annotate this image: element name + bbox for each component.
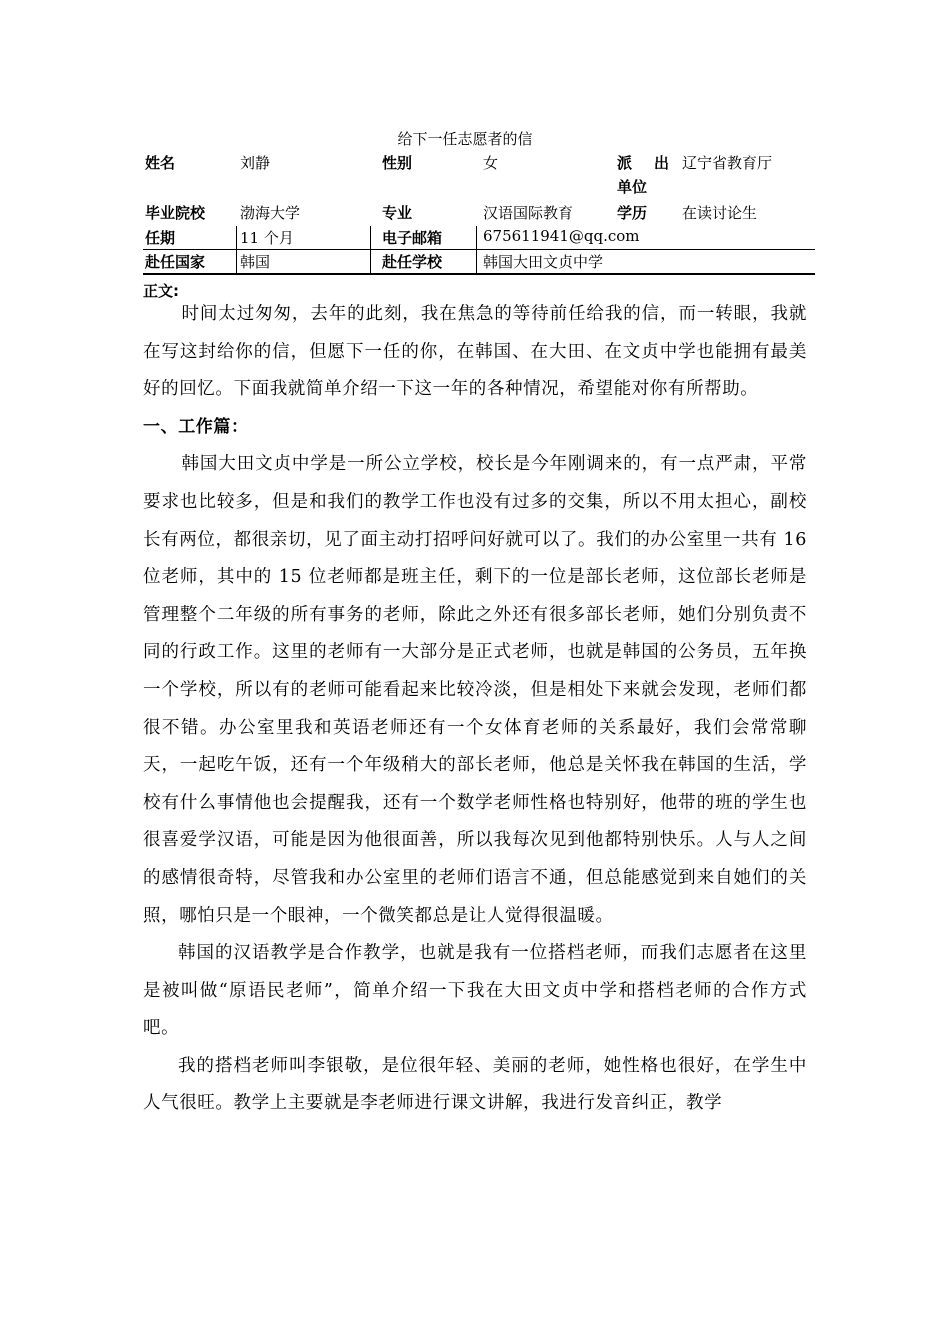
degree-value: 在读讨论生 <box>682 204 758 222</box>
school-label: 毕业院校 <box>145 204 206 222</box>
school-value: 渤海大学 <box>240 204 301 222</box>
letter-body <box>143 296 807 1123</box>
table-divider <box>236 226 237 274</box>
dispatch-label: 派 出单位 <box>617 154 669 196</box>
name-label: 姓名 <box>145 154 176 172</box>
country-value: 韩国 <box>240 253 271 271</box>
letter-title: 给下一任志愿者的信 <box>397 130 533 148</box>
degree-label: 学历 <box>617 204 648 222</box>
paragraph-work-1: 韩国大田文贞中学是一所公立学校，校长是今年刚调来的，有一点严肃，平常要求也比较多，但是和我们的教学工作也没有过多的交集，所以不用太担心，副校长有两位，都很亲切，见了面主动打招呼问好就可以了。我们的办公室里一共有 16 位老师，其中的 15 位老师都是班主任，剩下的一位是部长老师，这位部长老师是管理整个二年级的所有事务的老师，除此之外还有很多部长老师，她们分别负责不同的行政工作。这里的老师有一大部分是正式老师，也就是韩国的公务员，五年换一个学校，所以有的老师可能看起来比较冷淡，但是相处下来就会发现，老师们都很不错。办公室里我和英语老师还有一个女体育老师的关系最好，我们会常常聊天，一起吃午饭，还有一个年级稍大的部长老师，他总是关怀我在韩国的生活，学校有什么事情他也会提醒我，还有一个数学老师性格也特别好，他带的班的学生也很喜爱学汉语，可能是因为他很面善，所以我每次见到他都特别快乐。人与人之间的感情很奇特，尽管我和办公室里的老师们语言不通，但总能感觉到来自她们的关照，哪怕只是一个眼神，一个微笑都总是让人觉得很温暖。 <box>143 454 807 926</box>
body-label: 正文: <box>143 282 179 300</box>
paragraph-work-3: 我的搭档老师叫李银敬，是位很年轻、美丽的老师，她性格也很好，在学生中人气很旺。教学上主要就是李老师进行课文讲解，我进行发音纠正，教学 <box>143 1055 807 1114</box>
term-value: 11 个月 <box>240 229 294 247</box>
post-school-value: 韩国大田文贞中学 <box>483 253 604 271</box>
table-rule <box>143 249 815 250</box>
gender-value: 女 <box>483 154 499 172</box>
country-label: 赴任国家 <box>145 253 206 271</box>
info-row-2 <box>143 200 815 225</box>
table-divider <box>370 226 371 274</box>
info-row-1 <box>143 150 815 200</box>
major-value: 汉语国际教育 <box>483 204 574 222</box>
email-value: 675611941@qq.com <box>483 227 640 245</box>
email-label: 电子邮箱 <box>382 229 443 247</box>
dispatch-value: 辽宁省教育厅 <box>682 154 773 172</box>
info-row-4 <box>143 249 815 275</box>
info-table <box>143 150 815 275</box>
info-row-3 <box>143 225 815 249</box>
section-heading-work: 一、工作篇： <box>143 416 249 437</box>
paragraph-intro: 时间太过匆匆，去年的此刻，我在焦急的等待前任给我的信，而一转眼，我就在写这封给你的信，但愿下一任的你，在韩国、在大田、在文贞中学也能拥有最美好的回忆。下面我就简单介绍一下这一年的各种情况，希望能对你有所帮助。 <box>143 304 807 400</box>
table-rule <box>143 274 815 275</box>
table-divider <box>476 226 477 274</box>
gender-label: 性别 <box>382 154 413 172</box>
paragraph-work-2: 韩国的汉语教学是合作教学，也就是我有一位搭档老师，而我们志愿者在这里是被叫做“原语民老师”，简单介绍一下我在大田文贞中学和搭档老师的合作方式吧。 <box>143 943 807 1039</box>
major-label: 专业 <box>382 204 413 222</box>
term-label: 任期 <box>145 229 176 247</box>
name-value: 刘静 <box>240 154 271 172</box>
post-school-label: 赴任学校 <box>382 253 443 271</box>
